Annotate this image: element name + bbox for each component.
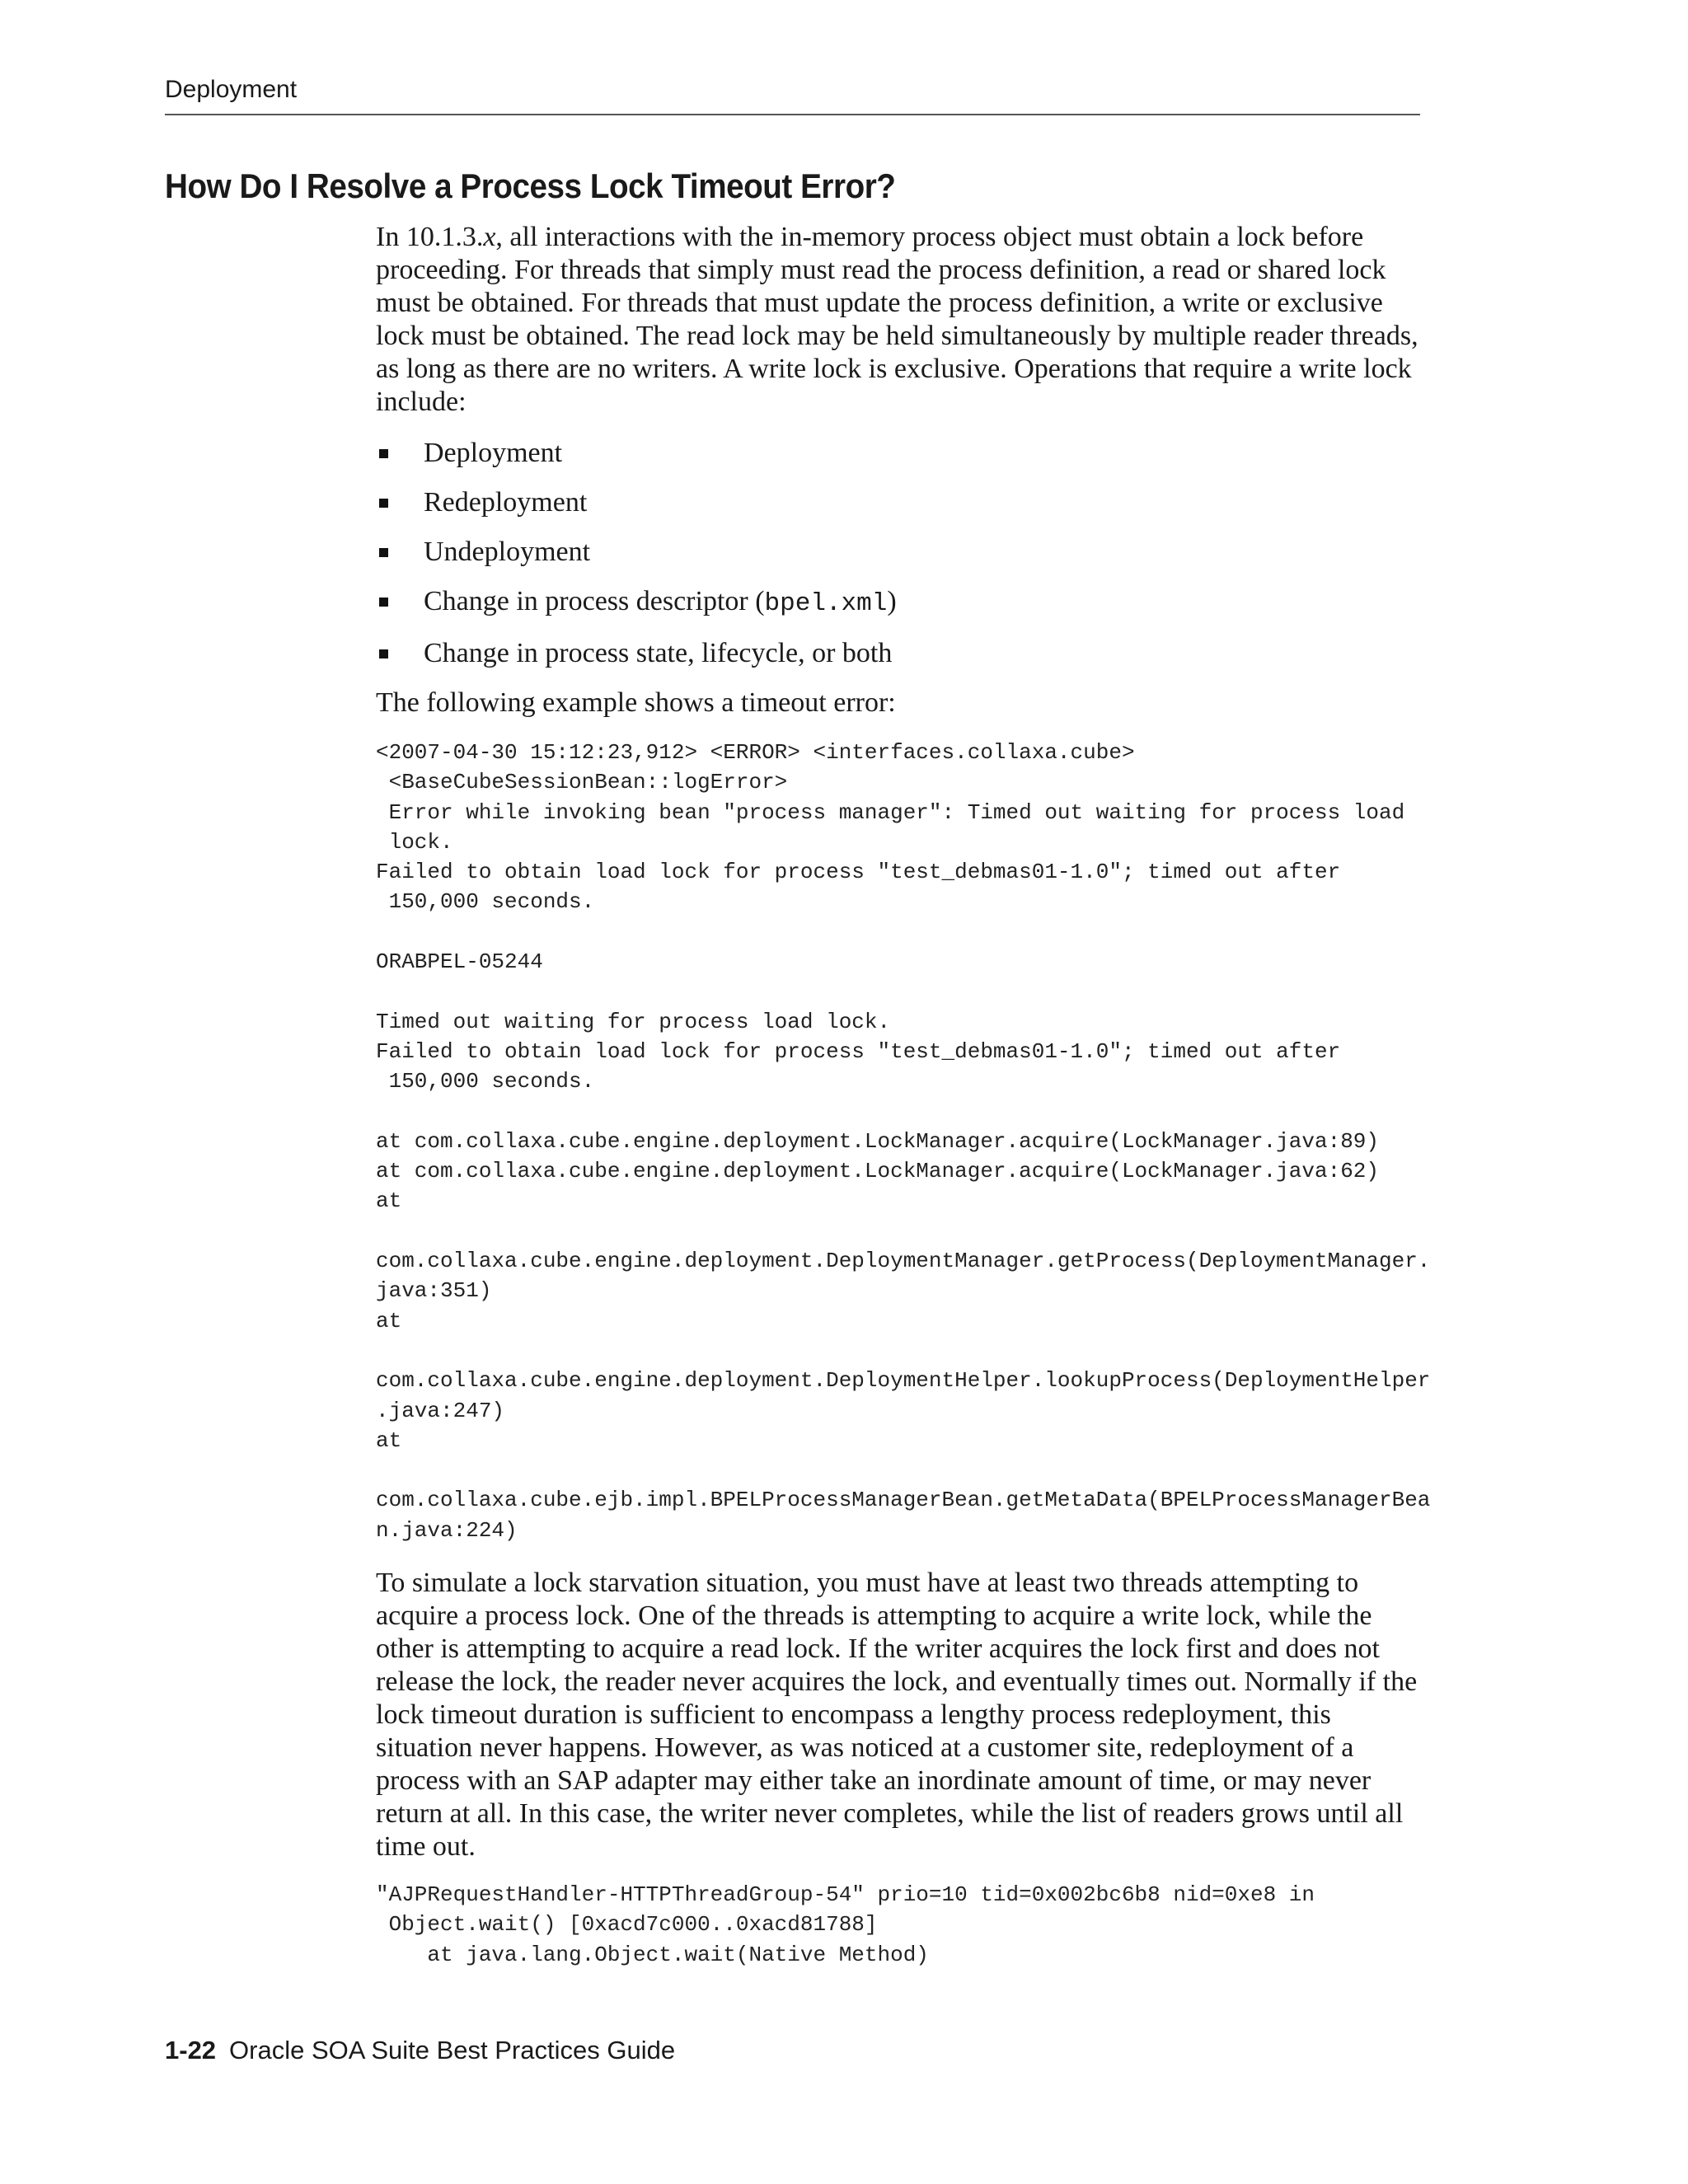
code-line: Failed to obtain load lock for process "test_debmas01-1.0"; timed out after: [376, 860, 1341, 885]
code-line: at: [376, 1188, 402, 1214]
code-line: com.collaxa.cube.engine.deployment.DeploymentManager.getProcess(DeploymentManager.: [376, 1249, 1431, 1274]
list-item: Change in process descriptor (bpel.xml): [376, 585, 1423, 621]
code-line: [376, 1336, 1423, 1366]
code-line: "AJPRequestHandler-HTTPThreadGroup-54" prio=10 tid=0x002bc6b8 nid=0xe8 in: [376, 1882, 1315, 1908]
square-bullet-icon: [379, 548, 388, 557]
code-line: [376, 1455, 1423, 1485]
timeout-error-code-block: [376, 738, 1431, 1545]
code-line: com.collaxa.cube.engine.deployment.DeploymentHelper.lookupProcess(DeploymentHelper: [376, 1368, 1431, 1394]
list-item: Deployment: [376, 437, 1423, 470]
list-item: Redeployment: [376, 486, 1423, 519]
code-line: [376, 917, 1423, 947]
code-line: <BaseCubeSessionBean::logError>: [376, 770, 788, 795]
header-rule: [165, 114, 1420, 115]
code-line: com.collaxa.cube.ejb.impl.BPELProcessManagerBean.getMetaData(BPELProcessManagerBea: [376, 1488, 1431, 1513]
running-head: Deployment: [165, 76, 298, 103]
square-bullet-icon: [379, 499, 388, 508]
page-number: 1-22: [165, 2036, 217, 2064]
code-line: at: [376, 1308, 402, 1333]
intro-paragraph: [376, 221, 1423, 419]
code-line: ORABPEL-05244: [376, 949, 543, 975]
square-bullet-icon: [379, 649, 388, 658]
thread-dump-code-block: [376, 1880, 1423, 1970]
code-line: .java:247): [376, 1398, 505, 1423]
bpel-xml-filename: bpel.xml: [764, 589, 888, 618]
version-x: x: [483, 222, 496, 252]
square-bullet-icon: [379, 449, 388, 458]
code-line: [376, 1097, 1423, 1127]
page-footer: [165, 2036, 675, 2065]
code-line: [376, 977, 1423, 1006]
code-line: at com.collaxa.cube.engine.deployment.LockManager.acquire(LockManager.java:89): [376, 1128, 1379, 1154]
list-item: Change in process state, lifecycle, or both: [376, 637, 1423, 670]
code-line: at: [376, 1427, 402, 1453]
intro-prefix: In 10.1.3.: [376, 222, 484, 252]
code-line: [376, 1216, 1423, 1246]
starvation-paragraph: To simulate a lock starvation situation, you must have at least two threads attempting to acquire a process lock. One of the threads is attempting to acquire a write lock, while the other is attempting to acquire a read lock. If the writer acquires the lock first and does not release the lock, the reader never acquires the lock, and eventually times out. Normally if the lock timeout duration is sufficient to encompass a lengthy process redeployment, this situation never happens. However, as was noticed at a customer site, redeployment of a process with an SAP adapter may either take an inordinate amount of time, or may never return at all. In this case, the writer never completes, while the list of readers grows until all time out.: [376, 1568, 1418, 1863]
intro-text: , all interactions with the in-memory process object must obtain a lock before proceeding. For threads that simply must read the process definition, a read or shared lock must be obtained. For threads that must update the process definition, a write or exclusive lock must be obtained. The read lock may be held simultaneously by multiple reader threads, as long as there are no writers. A write lock is exclusive. Operations that require a write lock include:: [376, 222, 1418, 417]
code-line: n.java:224): [376, 1517, 518, 1543]
square-bullet-icon: [379, 598, 388, 607]
code-line: Error while invoking bean "process manager": Timed out waiting for process load: [376, 799, 1405, 825]
code-line: java:351): [376, 1278, 492, 1304]
code-line: at com.collaxa.cube.engine.deployment.LockManager.acquire(LockManager.java:62): [376, 1159, 1379, 1184]
code-line: <2007-04-30 15:12:23,912> <ERROR> <interfaces.collaxa.cube>: [376, 740, 1135, 765]
code-line: 150,000 seconds.: [376, 1069, 595, 1094]
code-line: 150,000 seconds.: [376, 889, 595, 915]
section-title: How Do I Resolve a Process Lock Timeout Error?: [165, 166, 896, 205]
write-lock-operations-list: [376, 437, 1423, 670]
body-column: [376, 221, 1431, 1970]
code-line: Timed out waiting for process load lock.: [376, 1009, 891, 1034]
book-title: Oracle SOA Suite Best Practices Guide: [229, 2036, 676, 2064]
code-line: Failed to obtain load lock for process "test_debmas01-1.0"; timed out after: [376, 1038, 1341, 1064]
list-item: Undeployment: [376, 536, 1423, 569]
code-line: lock.: [376, 829, 453, 855]
example-intro: The following example shows a timeout error:: [376, 687, 896, 718]
code-line: at java.lang.Object.wait(Native Method): [376, 1942, 929, 1967]
code-line: Object.wait() [0xacd7c000..0xacd81788]: [376, 1912, 878, 1938]
